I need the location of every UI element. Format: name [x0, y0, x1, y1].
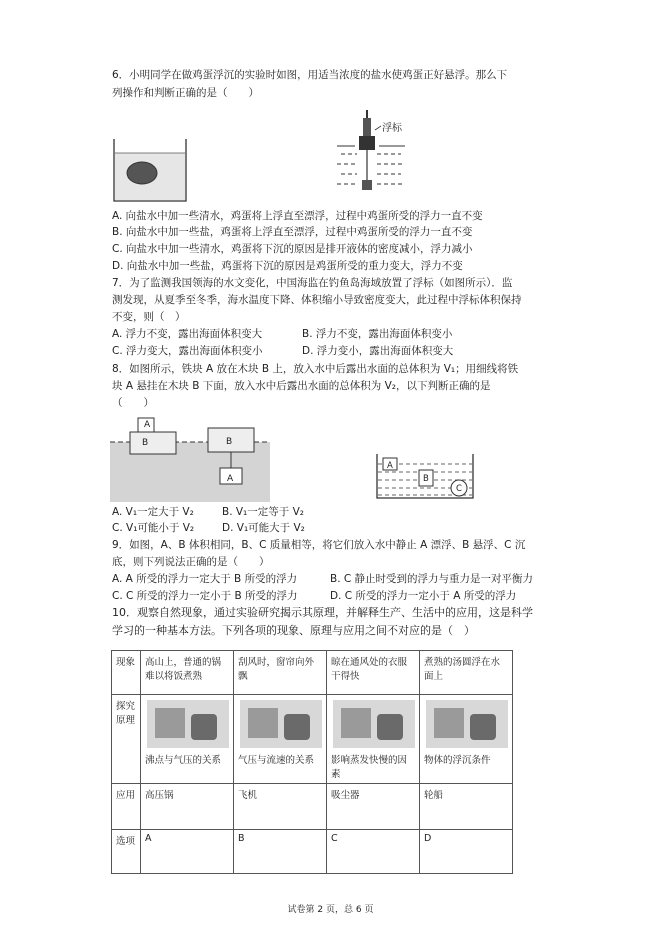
q7-option-b: B. 浮力不变，露出海面体积变小	[302, 328, 453, 340]
q7-stem-line2: 测发现，从夏季至冬季，海水温度下降、体积缩小导致密度变大，此过程中浮标体积保持	[112, 294, 522, 306]
q9-label-b: B	[423, 474, 429, 484]
q10-table	[111, 650, 513, 874]
row-label-principle: 探究原理	[112, 695, 141, 784]
q8-label-b2: B	[226, 437, 233, 447]
q7-option-c: C. 浮力变大，露出海面体积变小	[112, 345, 263, 357]
q8-option-c: C. V₁可能小于 V₂	[112, 522, 195, 534]
q8-label-b1: B	[142, 438, 149, 448]
phenomenon-cell: 煮熟的汤圆浮在水面上	[420, 651, 513, 695]
q8-option-d: D. V₁可能大于 V₂	[222, 522, 305, 534]
q6-option-c: C. 向盐水中加一些清水，鸡蛋将下沉的原因是排开液体的密度减小，浮力减小	[112, 243, 473, 255]
application-cell: 吸尘器	[327, 784, 420, 830]
q6-option-b: B. 向盐水中加一些盐，鸡蛋将上浮直至漂浮，过程中鸡蛋所受的浮力一直不变	[112, 226, 473, 238]
principle-cell	[327, 695, 420, 784]
buoy-label: 浮标	[382, 123, 402, 134]
phenomenon-cell: 晾在通风处的衣服干得快	[327, 651, 420, 695]
q8-blocks-figure	[110, 412, 270, 502]
option-cell: B	[234, 830, 327, 874]
row-label-option: 选项	[112, 830, 141, 874]
q6-stem-line1: 6．小明同学在做鸡蛋浮沉的实验时如图，用适当浓度的盐水使鸡蛋正好悬浮。那么下	[112, 69, 508, 81]
application-cell: 轮船	[420, 784, 513, 830]
q9-option-c: C. C 所受的浮力一定小于 B 所受的浮力	[112, 590, 298, 602]
q9-option-a: A. A 所受的浮力一定大于 B 所受的浮力	[112, 573, 298, 585]
q10-stem-line1: 10．观察自然现象，通过实验研究揭示其原理，并解释生产、生活中的应用，这是科学	[112, 606, 533, 619]
table-row	[112, 830, 513, 874]
application-cell: 飞机	[234, 784, 327, 830]
page-footer: 试卷第 2 页，总 6 页	[287, 905, 374, 915]
phenomenon-cell: 高山上，普通的锅难以将饭煮熟	[141, 651, 234, 695]
row-label-application: 应用	[112, 784, 141, 830]
phenomenon-cell: 刮风时，窗帘向外飘	[234, 651, 327, 695]
experiment-photo	[426, 700, 508, 748]
q9-stem-line1: 9．如图，A、B 体积相同，B、C 质量相等，将它们放入水中静止 A 漂浮、B 悬浮、C 沉	[112, 539, 526, 551]
principle-cell	[420, 695, 513, 784]
application-cell: 高压锅	[141, 784, 234, 830]
q7-buoy-figure	[335, 108, 425, 198]
option-cell: D	[420, 830, 513, 874]
principle-text: 沸点与气压的关系	[145, 755, 222, 766]
q8-label-a2: A	[227, 474, 234, 484]
experiment-photo	[240, 700, 322, 748]
q9-label-c: C	[456, 484, 462, 494]
q7-option-a: A. 浮力不变，露出海面体积变大	[112, 328, 263, 340]
table-row	[112, 784, 513, 830]
q8-stem-line2: 块 A 悬挂在木块 B 下面，放入水中后露出水面的总体积为 V₂，以下判断正确的是	[112, 380, 491, 392]
q6-option-a: A. 向盐水中加一些清水，鸡蛋将上浮直至漂浮，过程中鸡蛋所受的浮力一直不变	[112, 210, 483, 222]
q7-stem-line1: 7．为了监测我国领海的水文变化，中国海监在钓鱼岛海域放置了浮标（如图所示）．监	[112, 277, 513, 289]
principle-text: 物体的浮沉条件	[424, 755, 491, 766]
option-cell: C	[327, 830, 420, 874]
q7-stem-line3: 不变，则（ ）	[112, 311, 186, 323]
table-row	[112, 695, 513, 784]
q8-stem-line1: 8．如图所示，铁块 A 放在木块 B 上，放入水中后露出水面的总体积为 V₁；用细线将铁	[112, 363, 519, 375]
principle-text: 影响蒸发快慢的因素	[331, 755, 408, 780]
row-label-phenomenon: 现象	[112, 651, 141, 695]
q7-option-d: D. 浮力变小，露出海面体积变大	[302, 345, 454, 357]
q6-stem-line2: 列操作和判断正确的是（ ）	[112, 87, 259, 99]
q8-stem-line3: （ ）	[112, 397, 154, 409]
principle-text: 气压与流速的关系	[238, 755, 315, 766]
q8-option-a: A. V₁一定大于 V₂	[112, 506, 194, 518]
experiment-photo	[333, 700, 415, 748]
principle-cell	[141, 695, 234, 784]
q9-option-b: B. C 静止时受到的浮力与重力是一对平衡力	[330, 573, 534, 585]
q9-option-d: D. C 所受的浮力一定小于 A 所受的浮力	[330, 590, 517, 602]
q9-label-a: A	[387, 461, 393, 471]
q6-beaker-figure	[110, 135, 192, 205]
q9-stem-line2: 底，则下列说法正确的是（ ）	[112, 556, 270, 568]
q10-stem-line2: 学习的一种基本方法。下列各项的现象、原理与应用之间不对应的是（ ）	[112, 624, 475, 637]
principle-cell	[234, 695, 327, 784]
experiment-photo	[147, 700, 229, 748]
q8-label-a1: A	[144, 420, 151, 430]
option-cell: A	[141, 830, 234, 874]
q6-option-d: D. 向盐水中加一些盐，鸡蛋将下沉的原因是鸡蛋所受的重力变大，浮力不变	[112, 260, 463, 272]
q8-option-b: B. V₁一定等于 V₂	[222, 506, 305, 518]
table-row	[112, 651, 513, 695]
